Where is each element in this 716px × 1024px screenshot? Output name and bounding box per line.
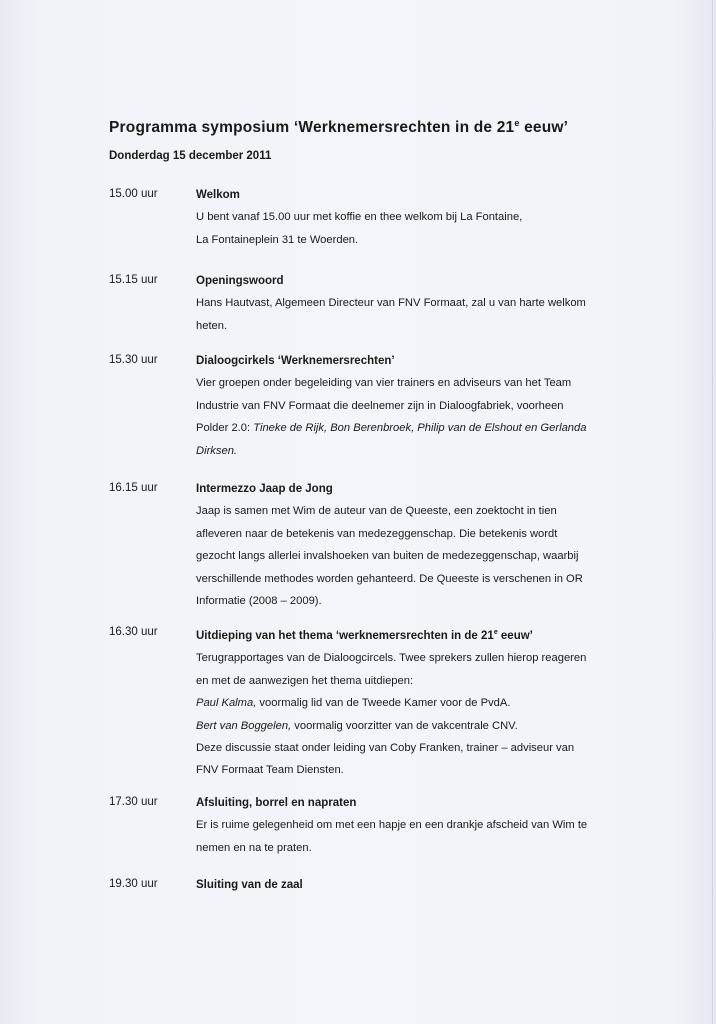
item-content — [196, 350, 636, 462]
line-text: Polder 2.0: — [196, 422, 254, 435]
item-content — [196, 478, 636, 612]
heading-text-end: eeuw’ — [497, 630, 533, 642]
document-date: Donderdag 15 december 2011 — [109, 150, 272, 162]
item-heading: Sluiting van de zaal — [196, 879, 303, 891]
item-content — [196, 622, 636, 782]
item-time: 15.15 uur — [109, 274, 158, 286]
item-content — [196, 874, 636, 896]
title-text: Programma symposium ‘Werknemersrechten in de 21 — [109, 119, 515, 136]
item-time: 15.30 uur — [109, 354, 158, 366]
speaker-description: voormalig lid van de Tweede Kamer voor de PvdA. — [256, 697, 511, 710]
item-line: gezocht langs allerlei invalshoeken van buiten de medezeggenschap, waarbij — [196, 550, 579, 563]
document-title — [109, 118, 568, 137]
item-line: U bent vanaf 15.00 uur met koffie en thee welkom bij La Fontaine, — [196, 211, 523, 224]
item-content — [196, 184, 636, 251]
item-content — [196, 792, 636, 859]
title-superscript: e — [514, 118, 520, 128]
speaker-description: voormalig voorzitter van de vakcentrale CNV. — [291, 719, 518, 732]
item-line: Terugrapportages van de Dialoogcircels. Twee sprekers zullen hierop reageren — [196, 652, 587, 665]
item-line: Er is ruime gelegenheid om met een hapje en een drankje afscheid van Wim te — [196, 819, 588, 832]
item-heading: Welkom — [196, 189, 240, 201]
item-heading: Afsluiting, borrel en napraten — [196, 797, 357, 809]
item-line: verschillende methodes worden gehanteerd. De Queeste is verschenen in OR — [196, 572, 583, 585]
item-line: afleveren naar de betekenis van medezeggenschap. Die betekenis wordt — [196, 527, 558, 540]
item-line: FNV Formaat Team Diensten. — [196, 764, 344, 777]
item-time: 16.30 uur — [109, 626, 158, 638]
item-line: heten. — [196, 319, 228, 332]
item-content — [196, 270, 636, 337]
item-time: 15.00 uur — [109, 188, 158, 200]
page-edge — [712, 0, 713, 1024]
heading-superscript: e — [493, 629, 498, 636]
item-heading: Dialoogcirkels ‘Werknemersrechten’ — [196, 355, 395, 367]
item-heading: Openingswoord — [196, 275, 284, 287]
item-line: en met de aanwezigen het thema uitdiepen: — [196, 674, 414, 687]
item-time: 17.30 uur — [109, 796, 158, 808]
title-text-end: eeuw’ — [519, 119, 569, 136]
item-line: La Fontaineplein 31 te Woerden. — [196, 233, 359, 246]
item-line — [196, 417, 636, 439]
item-line: Vier groepen onder begeleiding van vier trainers en adviseurs van het Team — [196, 377, 572, 390]
speaker-name: Bert van Boggelen, — [196, 719, 292, 732]
item-time: 19.30 uur — [109, 878, 158, 890]
speaker-name: Paul Kalma, — [196, 697, 257, 710]
item-line: Industrie van FNV Formaat die deelnemer zijn in Dialoogfabriek, voorheen — [196, 399, 564, 412]
item-line: Jaap is samen met Wim de auteur van de Queeste, een zoektocht in tien — [196, 505, 557, 518]
item-heading: Intermezzo Jaap de Jong — [196, 483, 333, 495]
item-line: Informatie (2008 – 2009). — [196, 595, 322, 608]
heading-text: Uitdieping van het thema ‘werknemersrechten in de 21 — [196, 630, 494, 642]
speaker-line — [196, 692, 636, 714]
item-line: nemen en na te praten. — [196, 841, 312, 854]
item-heading — [196, 622, 636, 647]
item-line: Hans Hautvast, Algemeen Directeur van FNV Formaat, zal u van harte welkom — [196, 297, 586, 310]
item-line: Deze discussie staat onder leiding van Coby Franken, trainer – adviseur van — [196, 742, 575, 755]
item-time: 16.15 uur — [109, 482, 158, 494]
speaker-line — [196, 715, 636, 737]
trainer-names-end: Dirksen. — [196, 444, 238, 457]
trainer-names: Tineke de Rijk, Bon Berenbroek, Philip van de Elshout en Gerlanda — [253, 422, 587, 435]
